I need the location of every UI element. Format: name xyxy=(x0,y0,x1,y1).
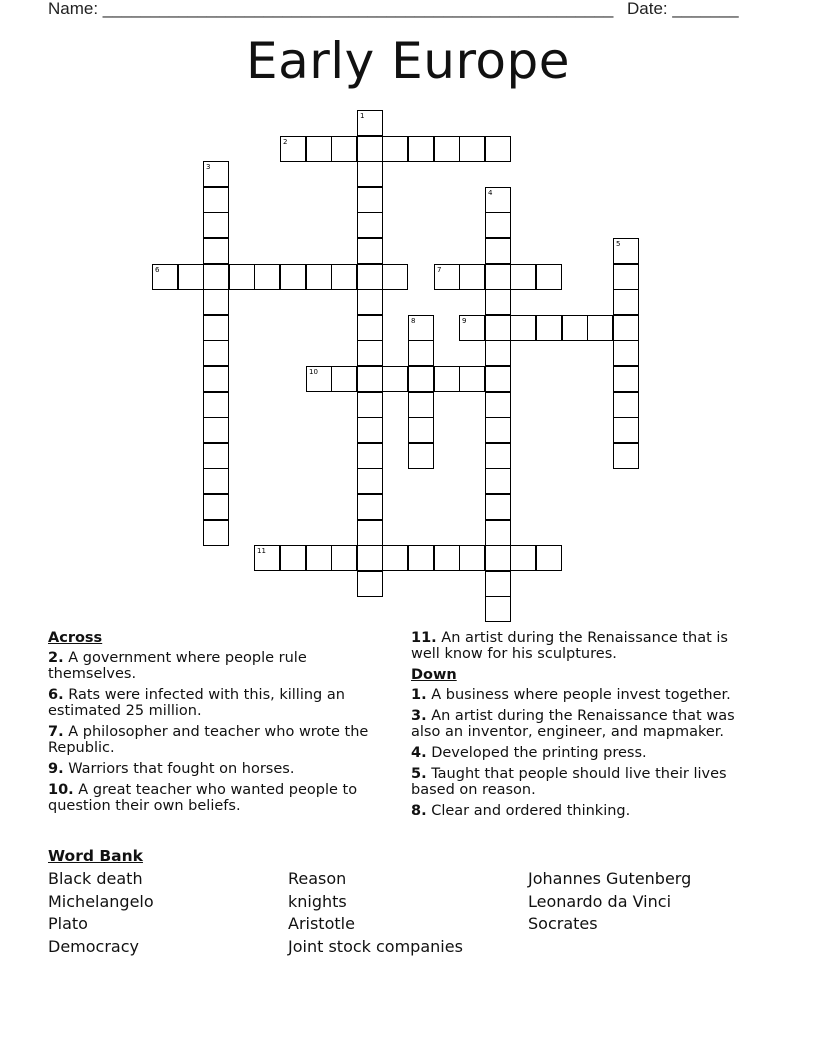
crossword-cell[interactable] xyxy=(357,417,383,443)
crossword-cell[interactable] xyxy=(536,264,562,290)
crossword-cell[interactable] xyxy=(357,264,383,290)
word-bank-item: Johannes Gutenberg xyxy=(528,869,692,888)
clue-text: An artist during the Renaissance that was also an inventor, engineer, and mapmaker. xyxy=(411,708,735,740)
across-heading: Across xyxy=(48,630,103,646)
clue-down-3 xyxy=(411,708,756,740)
crossword-cell[interactable] xyxy=(485,571,511,597)
crossword-cell[interactable] xyxy=(434,545,460,571)
word-bank-item: Socrates xyxy=(528,914,598,933)
crossword-cell[interactable] xyxy=(203,494,229,520)
name-field-label[interactable]: Name: ______________________________________________________ xyxy=(48,0,614,18)
crossword-cell[interactable] xyxy=(485,315,511,341)
clue-across-9 xyxy=(48,761,393,777)
clue-number-label: 11 xyxy=(257,547,266,555)
crossword-cell[interactable] xyxy=(203,315,229,341)
clue-number-label: 5 xyxy=(616,240,621,248)
clue-number: 11. xyxy=(411,630,437,646)
crossword-cell[interactable] xyxy=(408,443,434,469)
crossword-cell[interactable] xyxy=(562,315,588,341)
clues-right-column xyxy=(411,630,756,824)
crossword-cell[interactable] xyxy=(357,289,383,315)
crossword-cell[interactable] xyxy=(408,366,434,392)
crossword-cell[interactable] xyxy=(229,264,255,290)
crossword-cell[interactable] xyxy=(485,417,511,443)
crossword-cell[interactable] xyxy=(485,392,511,418)
crossword-cell[interactable] xyxy=(203,187,229,213)
crossword-cell[interactable] xyxy=(357,494,383,520)
page-title: Early Europe xyxy=(246,32,570,90)
clue-across-2 xyxy=(48,650,393,682)
clue-text: Rats were infected with this, killing an estimated 25 million. xyxy=(48,687,345,719)
crossword-cell[interactable] xyxy=(357,468,383,494)
clue-number: 1. xyxy=(411,687,427,703)
clue-across-10 xyxy=(48,782,393,814)
clue-down-1 xyxy=(411,687,756,703)
clue-number-label: 3 xyxy=(206,163,211,171)
crossword-cell[interactable] xyxy=(357,238,383,264)
clue-text: Clear and ordered thinking. xyxy=(431,803,631,819)
clues-left-column xyxy=(48,630,393,819)
crossword-cell[interactable] xyxy=(613,392,639,418)
crossword-cell-5[interactable] xyxy=(613,238,639,264)
clue-number: 8. xyxy=(411,803,427,819)
word-bank-item: Michelangelo xyxy=(48,892,154,911)
clue-text: Developed the printing press. xyxy=(431,745,647,761)
crossword-cell[interactable] xyxy=(357,366,383,392)
crossword-cell-1[interactable] xyxy=(357,110,383,136)
clue-number-label: 4 xyxy=(488,189,493,197)
clue-number-label: 7 xyxy=(437,266,442,274)
crossword-cell[interactable] xyxy=(510,315,536,341)
crossword-cell-9[interactable] xyxy=(459,315,485,341)
crossword-cell[interactable] xyxy=(536,315,562,341)
clue-number-label: 6 xyxy=(155,266,160,274)
crossword-cell[interactable] xyxy=(357,136,383,162)
crossword-cell[interactable] xyxy=(510,264,536,290)
crossword-cell[interactable] xyxy=(280,264,306,290)
crossword-cell[interactable] xyxy=(408,392,434,418)
clue-across-7 xyxy=(48,724,393,756)
crossword-cell[interactable] xyxy=(613,289,639,315)
crossword-cell[interactable] xyxy=(536,545,562,571)
crossword-cell[interactable] xyxy=(459,545,485,571)
crossword-cell[interactable] xyxy=(203,264,229,290)
crossword-cell[interactable] xyxy=(587,315,613,341)
clue-text: A great teacher who wanted people to question their own beliefs. xyxy=(48,782,358,814)
word-bank-item: Joint stock companies xyxy=(288,937,463,956)
crossword-cell[interactable] xyxy=(357,187,383,213)
crossword-cell-11[interactable] xyxy=(254,545,280,571)
crossword-cell[interactable] xyxy=(459,136,485,162)
crossword-cell[interactable] xyxy=(203,366,229,392)
crossword-cell[interactable] xyxy=(357,443,383,469)
crossword-cell[interactable] xyxy=(408,136,434,162)
crossword-cell[interactable] xyxy=(459,366,485,392)
crossword-cell[interactable] xyxy=(357,340,383,366)
crossword-cell[interactable] xyxy=(485,340,511,366)
crossword-cell[interactable] xyxy=(382,264,408,290)
crossword-cell[interactable] xyxy=(382,136,408,162)
crossword-cell[interactable] xyxy=(613,366,639,392)
clue-number-label: 1 xyxy=(360,112,365,120)
date-field-label[interactable]: Date: _______ xyxy=(627,0,739,18)
crossword-cell[interactable] xyxy=(485,366,511,392)
crossword-cell[interactable] xyxy=(408,545,434,571)
crossword-cell[interactable] xyxy=(613,443,639,469)
crossword-cell[interactable] xyxy=(485,520,511,546)
crossword-cell[interactable] xyxy=(485,264,511,290)
clue-number: 7. xyxy=(48,724,64,740)
word-bank-title: Word Bank xyxy=(48,847,143,865)
crossword-cell[interactable] xyxy=(510,545,536,571)
crossword-cell[interactable] xyxy=(357,392,383,418)
word-bank-item: Aristotle xyxy=(288,914,355,933)
crossword-cell[interactable] xyxy=(203,417,229,443)
crossword-cell-7[interactable] xyxy=(434,264,460,290)
clue-across-11 xyxy=(411,630,756,662)
crossword-cell[interactable] xyxy=(613,340,639,366)
clue-down-5 xyxy=(411,766,756,798)
crossword-cell[interactable] xyxy=(408,417,434,443)
word-bank-item: Democracy xyxy=(48,937,139,956)
clue-number-label: 2 xyxy=(283,138,288,146)
crossword-cell[interactable] xyxy=(178,264,204,290)
crossword-cell[interactable] xyxy=(382,366,408,392)
crossword-cell-4[interactable] xyxy=(485,187,511,213)
crossword-cell[interactable] xyxy=(357,212,383,238)
crossword-cell[interactable] xyxy=(331,366,357,392)
crossword-cell[interactable] xyxy=(357,520,383,546)
crossword-cell[interactable] xyxy=(331,264,357,290)
crossword-cell[interactable] xyxy=(306,136,332,162)
clue-number: 3. xyxy=(411,708,427,724)
crossword-cell[interactable] xyxy=(306,264,332,290)
clue-number-label: 8 xyxy=(411,317,416,325)
crossword-cell[interactable] xyxy=(280,545,306,571)
crossword-cell[interactable] xyxy=(485,443,511,469)
crossword-cell[interactable] xyxy=(382,545,408,571)
crossword-cell[interactable] xyxy=(203,238,229,264)
crossword-cell[interactable] xyxy=(203,212,229,238)
clue-text: A government where people rule themselves. xyxy=(48,650,307,682)
word-bank-item: Black death xyxy=(48,869,143,888)
clue-number: 2. xyxy=(48,650,64,666)
crossword-cell-6[interactable] xyxy=(152,264,178,290)
crossword-cell[interactable] xyxy=(434,136,460,162)
crossword-cell[interactable] xyxy=(485,494,511,520)
clue-number: 4. xyxy=(411,745,427,761)
word-bank-item: Plato xyxy=(48,914,88,933)
crossword-cell[interactable] xyxy=(485,136,511,162)
clue-text: Warriors that fought on horses. xyxy=(68,761,295,777)
crossword-cell[interactable] xyxy=(613,417,639,443)
crossword-cell[interactable] xyxy=(485,468,511,494)
word-bank-item: knights xyxy=(288,892,347,911)
crossword-cell-3[interactable] xyxy=(203,161,229,187)
word-bank-item: Leonardo da Vinci xyxy=(528,892,672,911)
crossword-cell[interactable] xyxy=(434,366,460,392)
clue-number: 9. xyxy=(48,761,64,777)
crossword-cell[interactable] xyxy=(331,545,357,571)
crossword-cell[interactable] xyxy=(203,340,229,366)
down-heading: Down xyxy=(411,667,457,683)
crossword-cell[interactable] xyxy=(485,212,511,238)
clue-text: A business where people invest together. xyxy=(431,687,731,703)
clue-down-8 xyxy=(411,803,756,819)
clue-across-6 xyxy=(48,687,393,719)
crossword-cell[interactable] xyxy=(485,289,511,315)
clue-text: A philosopher and teacher who wrote the Republic. xyxy=(48,724,369,756)
crossword-cell[interactable] xyxy=(203,392,229,418)
crossword-cell[interactable] xyxy=(485,545,511,571)
crossword-cell[interactable] xyxy=(357,545,383,571)
crossword-cell[interactable] xyxy=(203,443,229,469)
crossword-cell[interactable] xyxy=(331,136,357,162)
crossword-cell[interactable] xyxy=(485,596,511,622)
clue-number: 10. xyxy=(48,782,74,798)
crossword-cell[interactable] xyxy=(203,520,229,546)
crossword-cell-10[interactable] xyxy=(306,366,332,392)
clue-number-label: 10 xyxy=(309,368,318,376)
crossword-cell[interactable] xyxy=(613,264,639,290)
crossword-cell[interactable] xyxy=(306,545,332,571)
clue-text: Taught that people should live their lives based on reason. xyxy=(411,766,727,798)
crossword-cell[interactable] xyxy=(613,315,639,341)
crossword-cell[interactable] xyxy=(203,468,229,494)
clue-number: 6. xyxy=(48,687,64,703)
crossword-cell[interactable] xyxy=(485,238,511,264)
crossword-cell[interactable] xyxy=(254,264,280,290)
crossword-cell[interactable] xyxy=(357,315,383,341)
crossword-cell-8[interactable] xyxy=(408,315,434,341)
crossword-cell-2[interactable] xyxy=(280,136,306,162)
clue-down-4 xyxy=(411,745,756,761)
clue-text: An artist during the Renaissance that is well know for his sculptures. xyxy=(411,630,728,662)
clue-number: 5. xyxy=(411,766,427,782)
crossword-cell[interactable] xyxy=(459,264,485,290)
clue-number-label: 9 xyxy=(462,317,467,325)
crossword-cell[interactable] xyxy=(357,161,383,187)
crossword-cell[interactable] xyxy=(357,571,383,597)
word-bank-item: Reason xyxy=(288,869,347,888)
crossword-cell[interactable] xyxy=(408,340,434,366)
crossword-cell[interactable] xyxy=(203,289,229,315)
